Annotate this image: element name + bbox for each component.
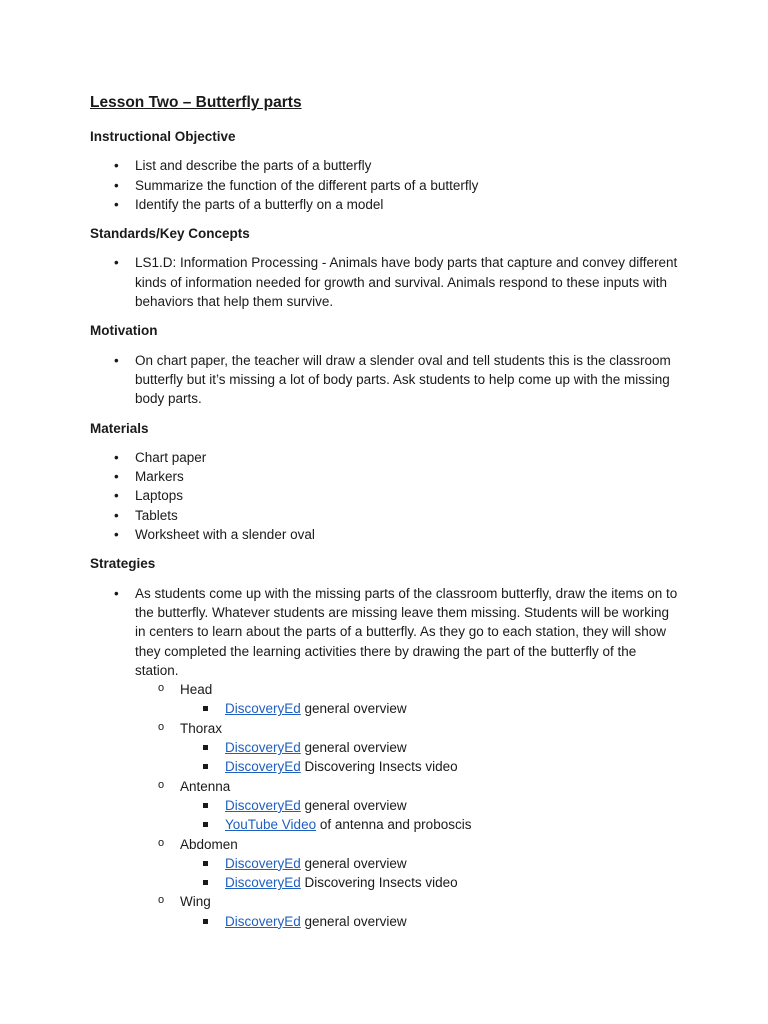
standards-list	[90, 253, 680, 311]
motivation-list	[90, 351, 680, 409]
discoveryed-link[interactable]: DiscoveryEd	[225, 740, 301, 756]
resource-list	[180, 796, 680, 835]
part-name: Antenna	[180, 778, 231, 794]
list-item: • On chart paper, the teacher will draw a slender oval and tell students this is the classroom butterfly but it’s missing a lot of body parts. Ask students to help come up with the missing body parts.	[90, 351, 680, 409]
resource-item	[180, 699, 680, 718]
list-item: • LS1.D: Information Processing - Animals have body parts that capture and convey different kinds of information needed for growth and survival. Animals respond to these inputs with behaviors that help them survive.	[90, 253, 680, 311]
discoveryed-link[interactable]: DiscoveryEd	[225, 701, 301, 717]
resource-list	[180, 699, 680, 718]
list-item: • Identify the parts of a butterfly on a model	[90, 195, 680, 214]
resource-item	[180, 873, 680, 892]
resource-list	[180, 854, 680, 893]
resource-text: general overview	[300, 701, 407, 717]
resource-list	[180, 912, 680, 931]
resource-text: Discovering Insects video	[300, 875, 458, 891]
list-item: • Summarize the function of the different parts of a butterfly	[90, 176, 680, 195]
objective-heading: Instructional Objective	[90, 129, 236, 144]
youtube-video-link[interactable]: YouTube Video	[225, 817, 317, 833]
part-name: Head	[180, 682, 213, 698]
part-name: Abdomen	[180, 836, 238, 852]
discoveryed-link[interactable]: DiscoveryEd	[225, 913, 301, 929]
part-item-wing	[135, 892, 680, 931]
discoveryed-link[interactable]: DiscoveryEd	[225, 759, 301, 775]
materials-list	[90, 448, 680, 544]
resource-item	[180, 738, 680, 757]
motivation-heading: Motivation	[90, 323, 158, 339]
part-item-thorax	[135, 719, 680, 777]
resource-text: general overview	[300, 913, 407, 929]
discoveryed-link[interactable]: DiscoveryEd	[225, 855, 301, 871]
list-item: • Markers	[90, 467, 680, 486]
resource-list	[180, 738, 680, 777]
discoveryed-link[interactable]: DiscoveryEd	[225, 797, 301, 813]
part-name: Thorax	[180, 720, 223, 736]
materials-heading: Materials	[90, 420, 149, 436]
resource-text: of antenna and proboscis	[316, 817, 472, 833]
objective-list	[90, 156, 680, 214]
resource-text: general overview	[300, 740, 407, 756]
list-item: • Worksheet with a slender oval	[90, 525, 680, 544]
part-item-head	[135, 680, 680, 719]
resource-item	[180, 912, 680, 931]
strategies-list	[90, 584, 680, 931]
standards-heading: Standards/Key Concepts	[90, 226, 250, 242]
discoveryed-link[interactable]: DiscoveryEd	[225, 875, 301, 891]
strategies-intro: As students come up with the missing parts of the classroom butterfly, draw the items on to the butterfly. Whatever students are missing leave them missing. Students will be working in centers to learn about the parts of a butterfly. As they go to each station, they will show they completed the learning activities there by drawing the part of the butterfly of the station.	[135, 585, 678, 678]
document-page	[90, 92, 680, 941]
resource-item	[180, 854, 680, 873]
resource-text: general overview	[300, 855, 407, 871]
resource-item	[180, 796, 680, 815]
part-item-abdomen	[135, 835, 680, 893]
list-item: • List and describe the parts of a butterfly	[90, 156, 680, 175]
strategies-heading: Strategies	[90, 556, 156, 572]
resource-item	[180, 757, 680, 776]
resource-text: Discovering Insects video	[300, 759, 458, 775]
part-item-antenna	[135, 777, 680, 835]
lesson-title: Lesson Two – Butterfly parts	[90, 94, 302, 111]
list-item	[90, 584, 680, 931]
list-item: • Tablets	[90, 506, 680, 525]
parts-list	[135, 680, 680, 931]
resource-text: general overview	[300, 797, 407, 813]
list-item: • Chart paper	[90, 448, 680, 467]
part-name: Wing	[180, 894, 211, 910]
list-item: • Laptops	[90, 486, 680, 505]
resource-item	[180, 815, 680, 834]
